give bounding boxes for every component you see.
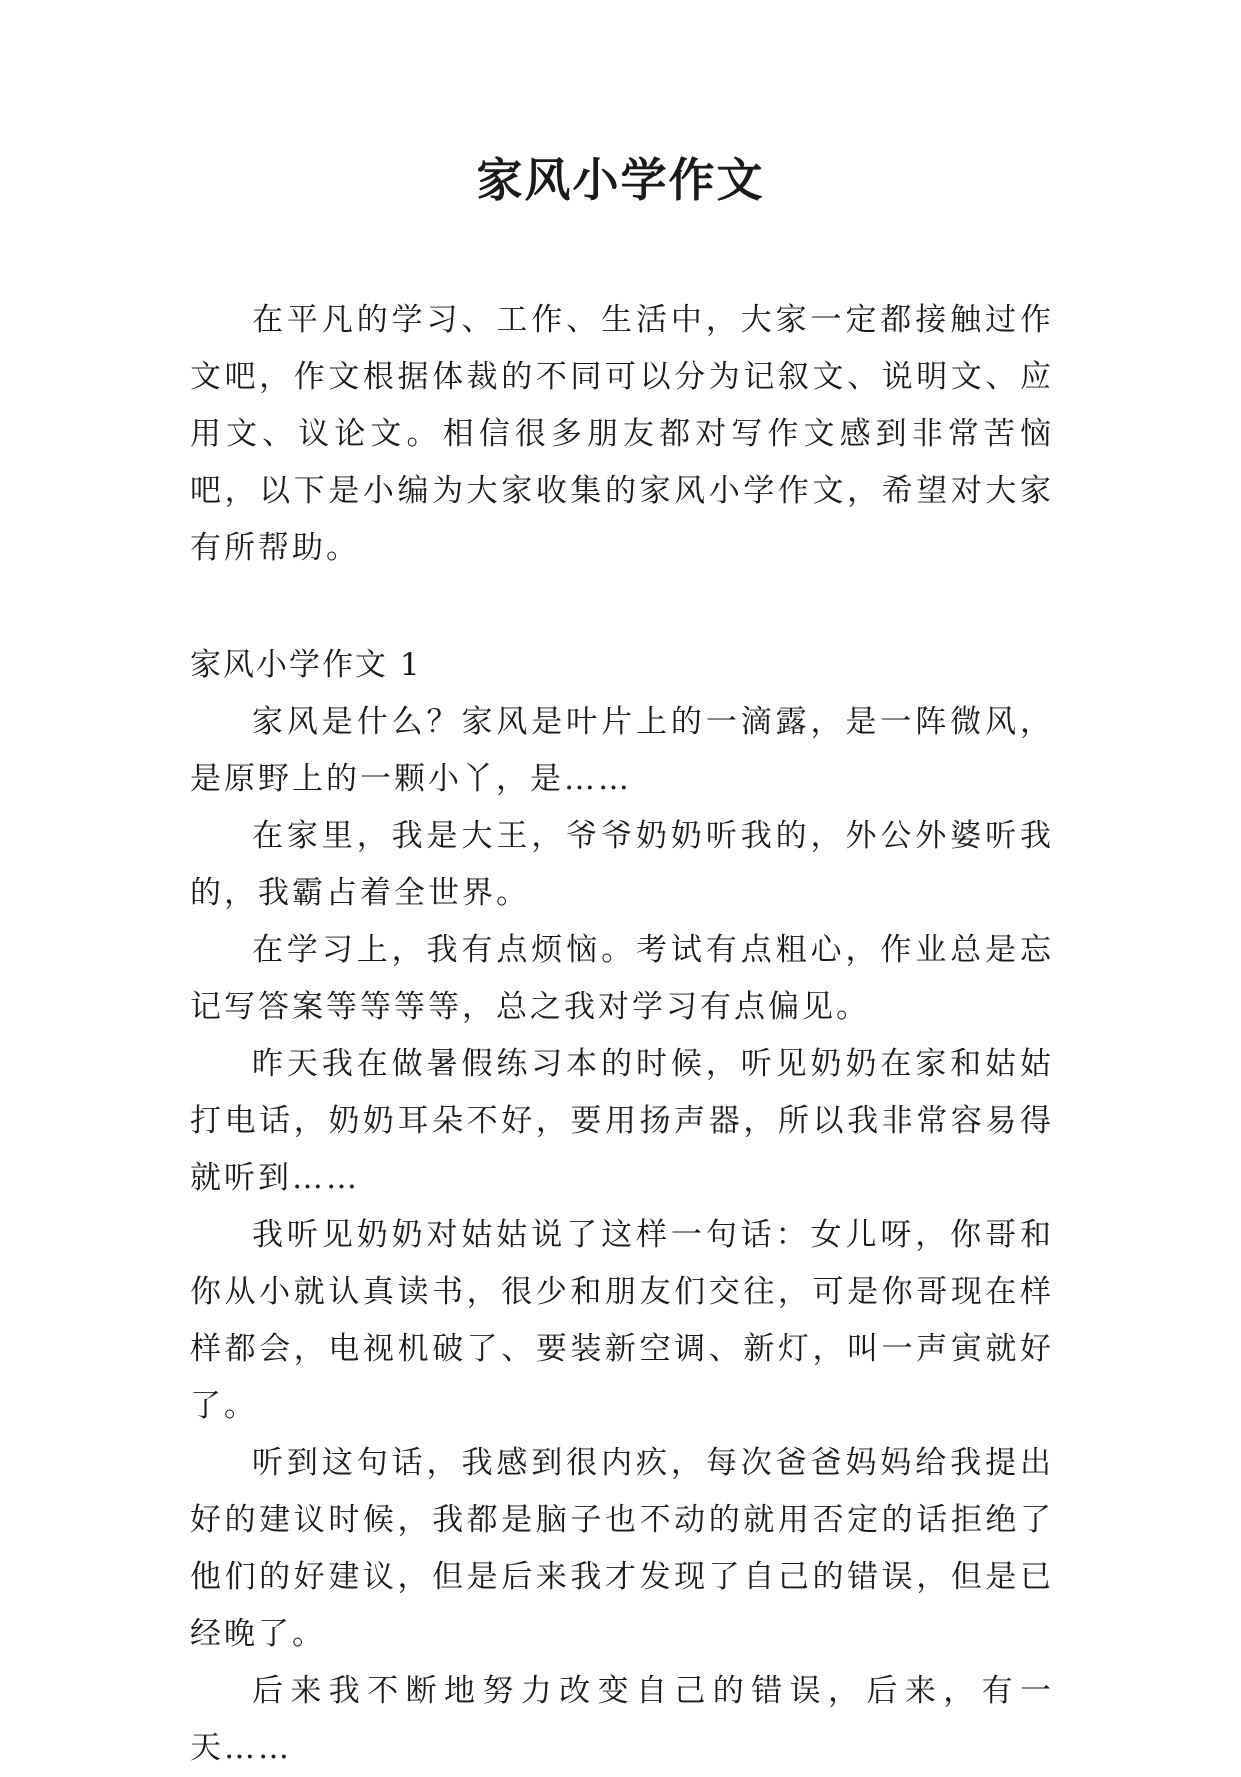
body-paragraph: 听到这句话，我感到很内疚，每次爸爸妈妈给我提出好的建议时候，我都是脑子也不动的就用否定的话拒绝了他们的好建议，但是后来我才发现了自己的错误，但是已经晚了。: [190, 1445, 1054, 1652]
document-body: [190, 292, 1054, 1777]
body-paragraph: 在家里，我是大王，爷爷奶奶听我的，外公外婆听我的，我霸占着全世界。: [190, 818, 1054, 911]
body-paragraph: 我听见奶奶对姑姑说了这样一句话：女儿呀，你哥和你从小就认真读书，很少和朋友们交往，可是你哥现在样样都会，电视机破了、要装新空调、新灯，叫一声寅就好了。: [190, 1217, 1054, 1424]
document-title: 家风小学作文: [476, 153, 765, 207]
body-paragraph: 后来我不断地努力改变自己的错误，后来，有一天……: [190, 1673, 1054, 1766]
body-paragraph: 在学习上，我有点烦恼。考试有点粗心，作业总是忘记写答案等等等等，总之我对学习有点偏见。: [190, 932, 1054, 1025]
body-paragraph: 家风是什么？家风是叶片上的一滴露，是一阵微风，是原野上的一颗小丫，是……: [190, 704, 1054, 797]
intro-paragraph: 在平凡的学习、工作、生活中，大家一定都接触过作文吧，作文根据体裁的不同可以分为记叙文、说明文、应用文、议论文。相信很多朋友都对写作文感到非常苦恼吧，以下是小编为大家收集的家风小学作文，希望对大家有所帮助。: [190, 302, 1054, 566]
section-heading: 家风小学作文 1: [190, 647, 422, 683]
body-paragraph: 昨天我在做暑假练习本的时候，听见奶奶在家和姑姑打电话，奶奶耳朵不好，要用扬声器，所以我非常容易得就听到……: [190, 1046, 1054, 1196]
